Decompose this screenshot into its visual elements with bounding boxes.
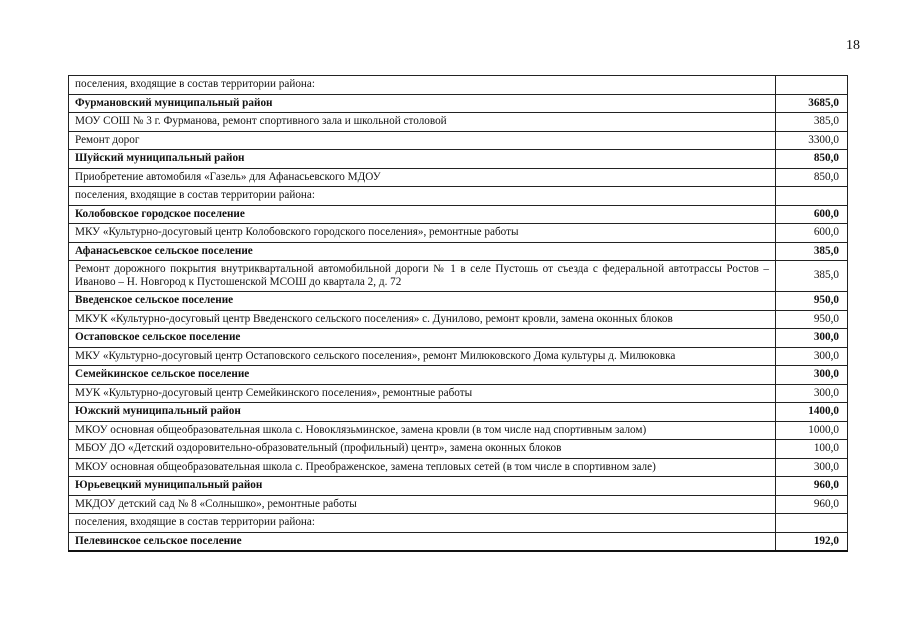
section-total-amount: 300,0 [776,366,848,385]
table-row [69,168,848,187]
section-heading: Юрьевецкий муниципальный район [69,477,776,496]
item-description: МКОУ основная общеобразовательная школа с. Новоклязьминское, замена кровли (в том числе над спортивным залом) [69,421,776,440]
section-total-amount: 192,0 [776,532,848,551]
section-total-amount: 385,0 [776,242,848,261]
section-heading-row [69,366,848,385]
item-amount: 3300,0 [776,131,848,150]
table-row [69,113,848,132]
section-heading-row [69,477,848,496]
section-total-amount: 3685,0 [776,94,848,113]
section-heading: Фурмановский муниципальный район [69,94,776,113]
item-description: поселения, входящие в состав территории района: [69,76,776,95]
table-row [69,514,848,533]
item-description: поселения, входящие в состав территории района: [69,514,776,533]
table-row [69,261,848,292]
section-heading: Южский муниципальный район [69,403,776,422]
table-row [69,495,848,514]
table-row [69,384,848,403]
page-number: 18 [846,38,860,53]
item-amount: 385,0 [776,261,848,292]
item-amount: 600,0 [776,224,848,243]
section-heading-row [69,94,848,113]
section-total-amount: 1400,0 [776,403,848,422]
item-amount: 300,0 [776,347,848,366]
allocation-table-body [69,76,848,552]
section-heading-row [69,242,848,261]
item-description: МКУ «Культурно-досуговый центр Остаповского сельского поселения», ремонт Милюковского Дома культуры д. Милюковка [69,347,776,366]
table-row [69,131,848,150]
item-description: МКДОУ детский сад № 8 «Солнышко», ремонтные работы [69,495,776,514]
section-heading: Семейкинское сельское поселение [69,366,776,385]
table-row [69,76,848,95]
section-heading-row [69,532,848,551]
section-heading-row [69,403,848,422]
item-amount: 1000,0 [776,421,848,440]
section-heading: Пелевинское сельское поселение [69,532,776,551]
table-row [69,187,848,206]
item-amount [776,76,848,95]
item-description: Ремонт дорожного покрытия внутриквартальной автомобильной дороги № 1 в селе Пустошь от съезда с федеральной автотрассы Ростов – Иваново – Н. Новгород к Пустошенской МСОШ до квартала 2, д. 72 [69,261,776,292]
table-row [69,440,848,459]
section-total-amount: 950,0 [776,292,848,311]
section-heading-row [69,205,848,224]
item-description: Приобретение автомобиля «Газель» для Афанасьевского МДОУ [69,168,776,187]
section-heading: Остаповское сельское поселение [69,329,776,348]
table-row [69,458,848,477]
item-amount [776,187,848,206]
item-description: МУК «Культурно-досуговый центр Семейкинского поселения», ремонтные работы [69,384,776,403]
item-amount: 385,0 [776,113,848,132]
table-row [69,421,848,440]
section-total-amount: 850,0 [776,150,848,169]
item-amount: 850,0 [776,168,848,187]
section-total-amount: 960,0 [776,477,848,496]
item-description: МКОУ основная общеобразовательная школа с. Преображенское, замена тепловых сетей (в том числе в спортивном зале) [69,458,776,477]
item-description: МБОУ ДО «Детский оздоровительно-образовательный (профильный) центр», замена оконных блоков [69,440,776,459]
item-description: Ремонт дорог [69,131,776,150]
table-row [69,347,848,366]
item-amount: 300,0 [776,458,848,477]
item-amount: 300,0 [776,384,848,403]
item-description: МКУ «Культурно-досуговый центр Колобовского городского поселения», ремонтные работы [69,224,776,243]
section-heading: Шуйский муниципальный район [69,150,776,169]
item-description: МКУК «Культурно-досуговый центр Введенского сельского поселения» с. Дунилово, ремонт кровли, замена оконных блоков [69,310,776,329]
allocation-table [68,75,848,552]
item-amount: 950,0 [776,310,848,329]
table-row [69,224,848,243]
section-heading-row [69,329,848,348]
section-heading: Колобовское городское поселение [69,205,776,224]
item-amount [776,514,848,533]
item-amount: 960,0 [776,495,848,514]
item-amount: 100,0 [776,440,848,459]
section-heading: Афанасьевское сельское поселение [69,242,776,261]
section-total-amount: 600,0 [776,205,848,224]
item-description: МОУ СОШ № 3 г. Фурманова, ремонт спортивного зала и школьной столовой [69,113,776,132]
section-total-amount: 300,0 [776,329,848,348]
section-heading-row [69,150,848,169]
section-heading-row [69,292,848,311]
section-heading: Введенское сельское поселение [69,292,776,311]
item-description: поселения, входящие в состав территории района: [69,187,776,206]
table-row [69,310,848,329]
